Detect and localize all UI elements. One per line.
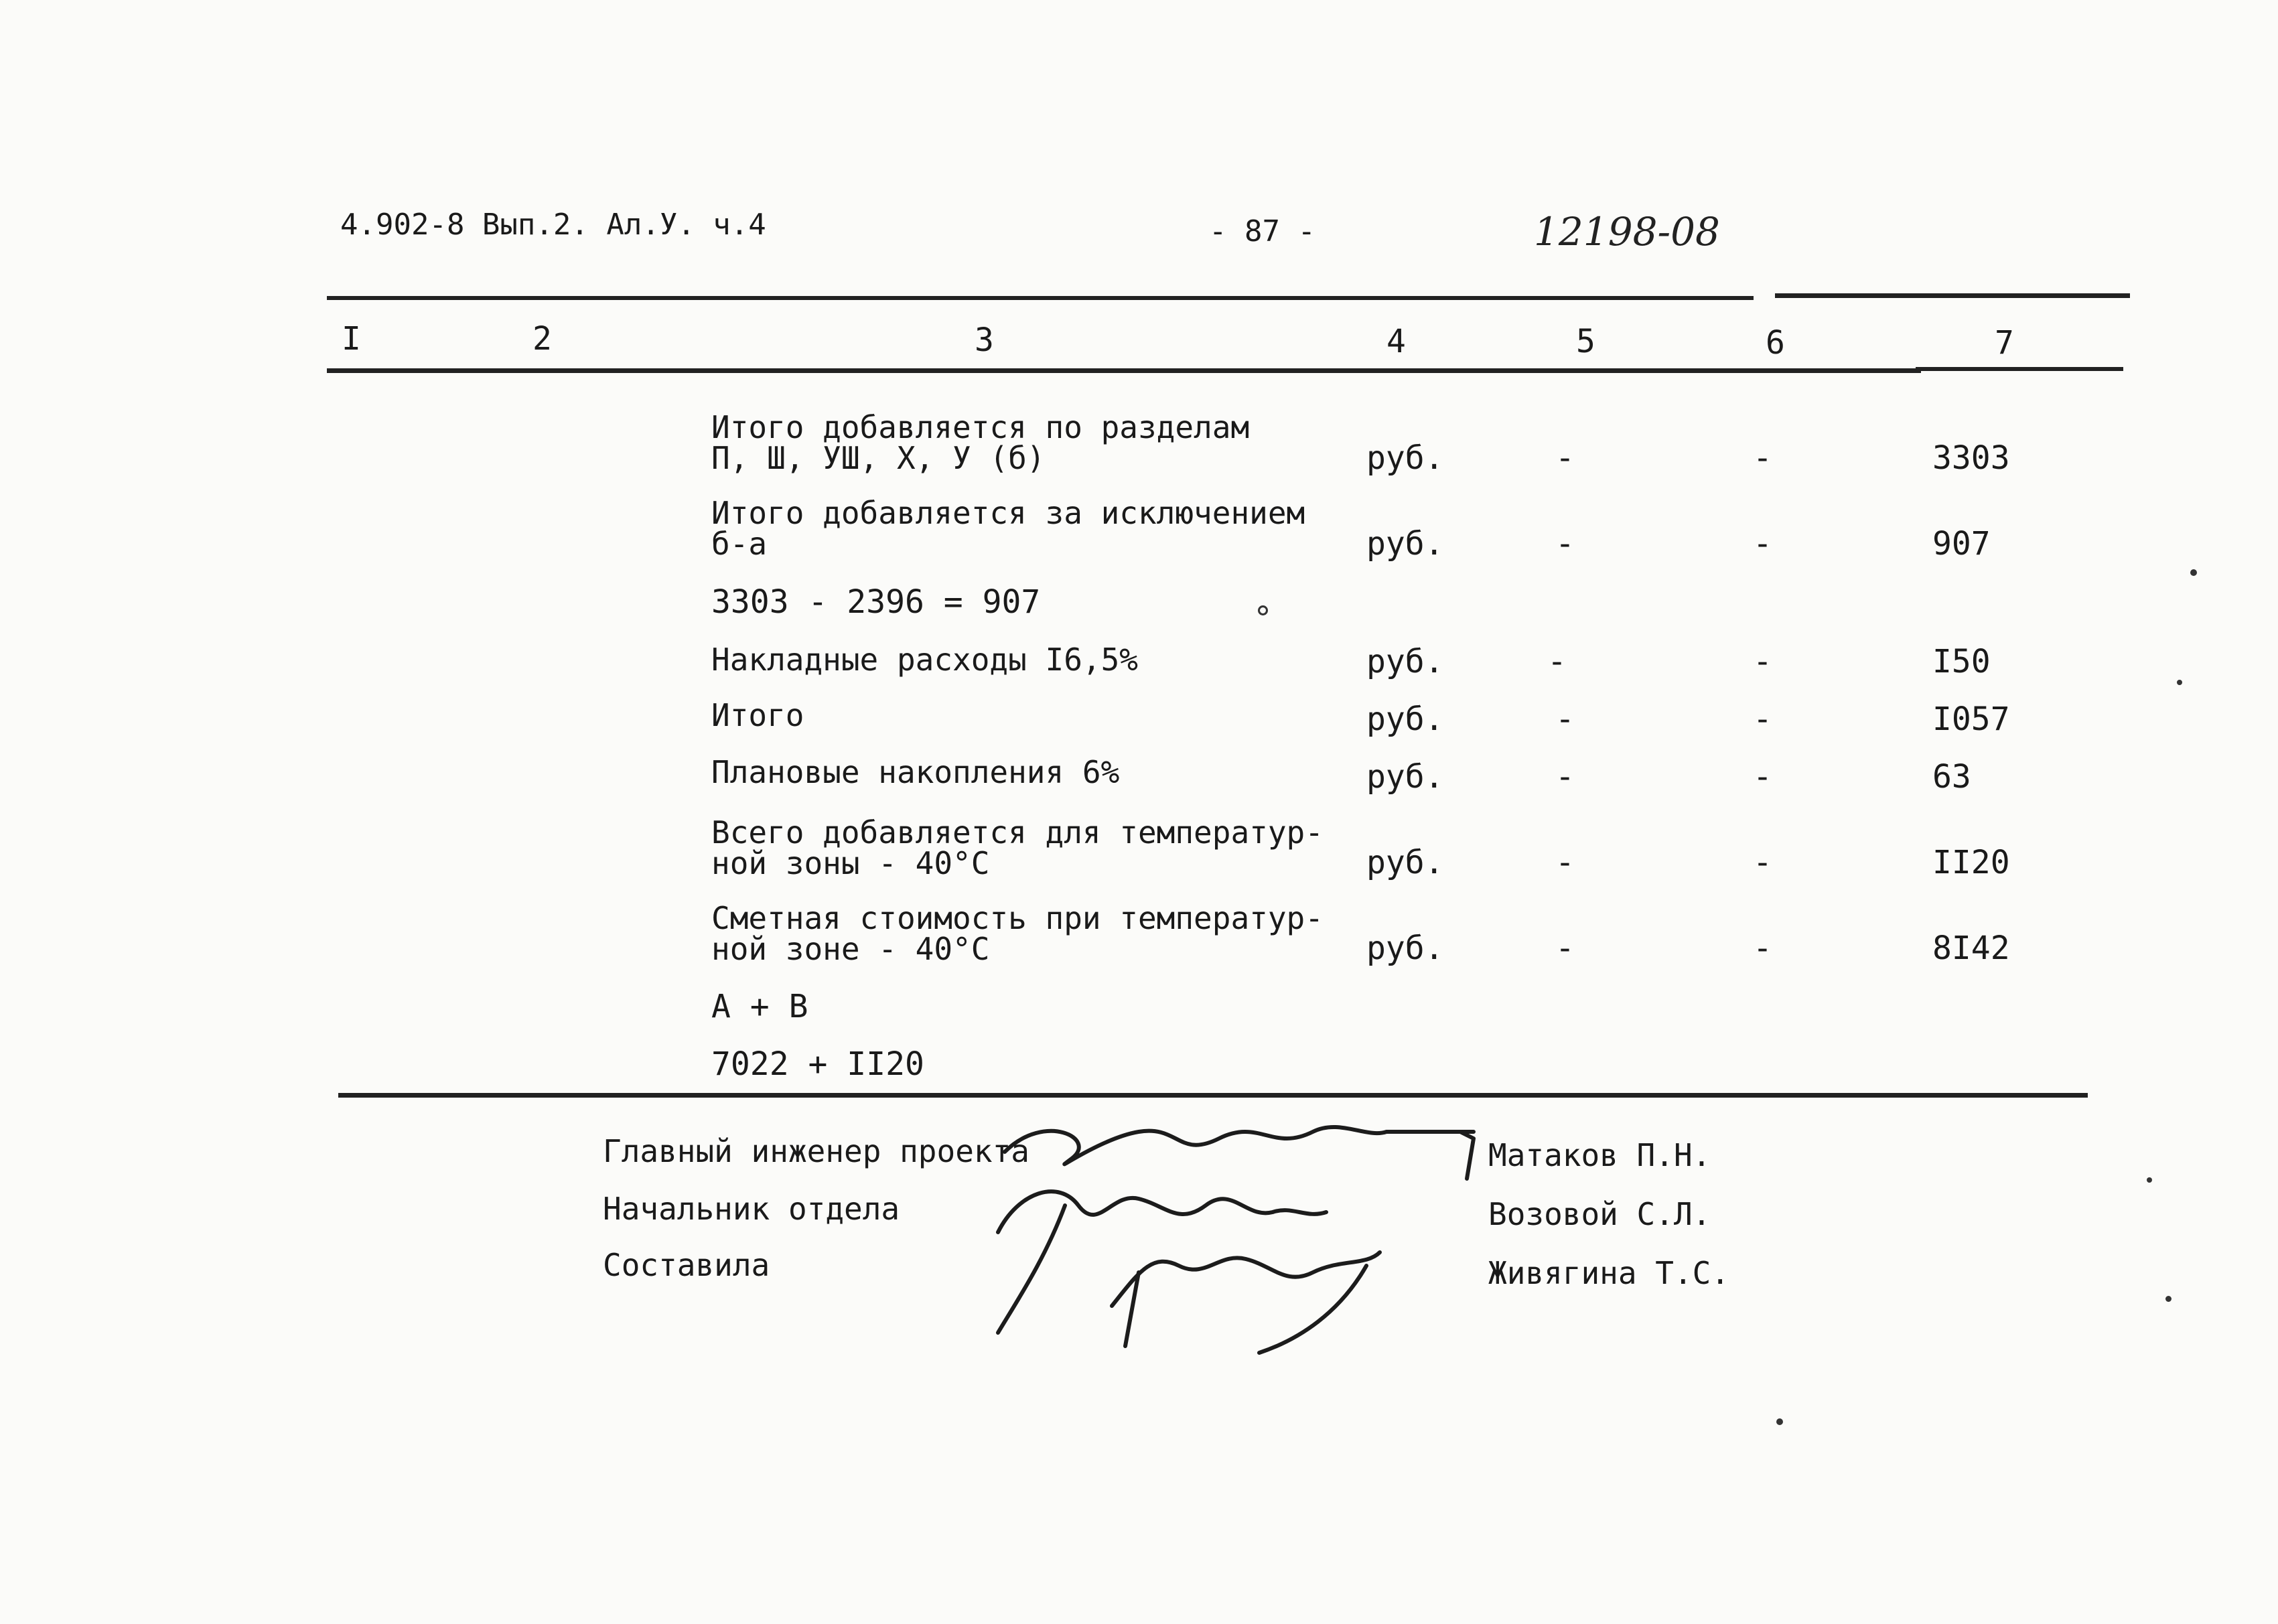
signature-stroke-dept (998, 1191, 1326, 1232)
row-1-total: 3303 (1932, 439, 2010, 477)
row-8-total: 8I42 (1932, 930, 2010, 967)
row-7-col5: - (1555, 844, 1575, 881)
scan-speck (2190, 569, 2197, 576)
signer-name-compiler: Живягина Т.С. (1488, 1255, 1730, 1291)
row-5-col5: - (1555, 700, 1575, 738)
signer-role-chief-engineer: Главный инженер проекта (603, 1133, 1029, 1169)
signer-role-compiler: Составила (603, 1247, 770, 1283)
row-8-unit: руб. (1366, 930, 1444, 967)
scan-speck (2165, 1296, 2172, 1302)
row-2-col6: - (1753, 525, 1772, 563)
column-header-3: 3 (975, 321, 994, 359)
column-header-5: 5 (1576, 323, 1595, 360)
row-5-total: I057 (1932, 700, 2010, 738)
scan-speck (2147, 1177, 2152, 1183)
row-7-total: II20 (1932, 844, 2010, 881)
row-2-description: Итого добавляется за исключением б-а (711, 495, 1305, 562)
row-6-col6: - (1753, 758, 1772, 796)
row-1-col5: - (1555, 439, 1575, 477)
column-header-2: 2 (532, 320, 552, 358)
row-2-col5: - (1555, 525, 1575, 563)
column-header-4: 4 (1386, 323, 1406, 360)
row-4-col6: - (1753, 643, 1772, 680)
scan-speck (1776, 1418, 1783, 1425)
row-4-description: Накладные расходы I6,5% (711, 642, 1138, 678)
row-2-unit: руб. (1366, 525, 1444, 563)
row-3-calculation: 3303 - 2396 = 907 (711, 583, 1041, 621)
row-8-col6: - (1753, 930, 1772, 967)
signature-stroke-compiler (1112, 1252, 1380, 1306)
row-5-description: Итого (711, 697, 804, 733)
handwritten-archive-code: 12198-08 (1534, 209, 1720, 254)
row-6-description: Плановые накопления 6% (711, 754, 1120, 790)
column-header-6: 6 (1766, 324, 1785, 362)
row-4-col5: - (1547, 643, 1567, 680)
row-2-total: 907 (1932, 525, 1991, 563)
signature-stroke-chief (1005, 1127, 1474, 1164)
signer-name-chief-engineer: Матаков П.Н. (1488, 1137, 1711, 1173)
document-code: 4.902-8 Вып.2. Ал.У. ч.4 (340, 208, 766, 242)
scan-speck (1258, 605, 1268, 615)
row-6-total: 63 (1932, 758, 1971, 796)
row-4-total: I50 (1932, 643, 1991, 680)
signer-name-department-head: Возовой С.Л. (1488, 1196, 1711, 1232)
row-10-formula: 7022 + II20 (711, 1045, 924, 1083)
row-1-col6: - (1753, 439, 1772, 477)
row-5-unit: руб. (1366, 700, 1444, 738)
page-number: - 87 - (1209, 214, 1315, 248)
row-7-unit: руб. (1366, 844, 1444, 881)
scan-speck (2177, 680, 2182, 685)
row-9-formula: А + В (711, 988, 808, 1025)
column-header-7: 7 (1995, 324, 2014, 362)
row-4-unit: руб. (1366, 643, 1444, 680)
row-6-unit: руб. (1366, 758, 1444, 796)
signer-role-department-head: Начальник отдела (603, 1191, 900, 1227)
row-5-col6: - (1753, 700, 1772, 738)
row-1-description: Итого добавляется по разделам П, Ш, УШ, Х, У (б) (711, 409, 1250, 476)
row-7-col6: - (1753, 844, 1772, 881)
column-header-1: I (342, 320, 361, 358)
row-8-col5: - (1555, 930, 1575, 967)
row-6-col5: - (1555, 758, 1575, 796)
row-8-description: Сметная стоимость при температур- ной зоне - 40°C (711, 900, 1324, 967)
row-1-unit: руб. (1366, 439, 1444, 477)
row-7-description: Всего добавляется для температур- ной зоны - 40°C (711, 814, 1324, 881)
